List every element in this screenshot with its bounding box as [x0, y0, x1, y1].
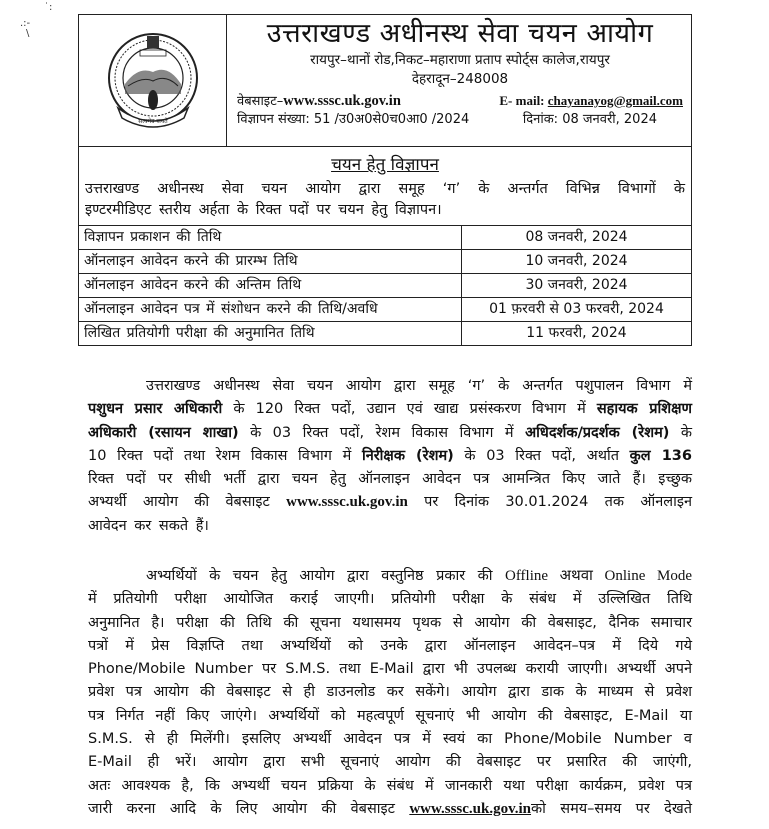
post-name: अधिकारी (रसायन शाखा) [88, 424, 239, 441]
paragraph-line: में प्रतियोगी परीक्षा आयोजित कराई जाएगी। प्रतियोगी परीक्षा के संबंध में उल्लिखित तिथि [88, 591, 692, 608]
schedule-value: 01 फ़रवरी से 03 फरवरी, 2024 [462, 298, 692, 322]
table-row [79, 274, 691, 298]
address-line-2: देहरादून–248008 [411, 71, 509, 87]
paragraph-line: अनुमानित है। परीक्षा की तिथि की सूचना यथासमय पृथक से आयोग की वेबसाइट, दैनिक समाचार [88, 614, 692, 631]
commission-emblem-icon [98, 26, 208, 136]
email-label: E- mail: [499, 93, 548, 108]
contact-row [237, 92, 683, 111]
ad-date-label: दिनांक: [522, 112, 563, 127]
schedule-label: ऑनलाइन आवेदन पत्र में संशोधन करने की तिथि/अवधि [79, 298, 462, 322]
paragraph-line: अतः आवश्यक है, कि अभ्यर्थी चयन प्रक्रिया के संबंध में जानकारी यथा परीक्षा कार्यक्रम, प्रवेश पत्र [88, 777, 692, 794]
paragraph-line: 10 रिक्त पदों तथा रेशम विकास विभाग में निरीक्षक (रेशम) के 03 रिक्त पदों, अर्थात कुल 136 [88, 447, 692, 464]
paragraph-line: उत्तराखण्ड अधीनस्थ सेवा चयन आयोग द्वारा समूह ‘ग’ के अन्तर्गत पशुपालन विभाग में [146, 378, 692, 394]
table-row [79, 298, 691, 322]
schedule-value: 11 फरवरी, 2024 [462, 322, 692, 346]
ad-number [237, 111, 469, 129]
notice-intro-line-2: इण्टरमीडिएट स्तरीय अर्हता के रिक्त पदों पर चयन हेतु विज्ञापन। [85, 202, 442, 218]
website-link[interactable]: www.sssc.uk.gov.in [283, 93, 401, 109]
website-link[interactable]: www.sssc.uk.gov.in [409, 800, 532, 817]
letterhead-header [79, 15, 691, 147]
post-name: अधिदर्शक/प्रदर्शक (रेशम) [525, 424, 670, 441]
svg-text:सत्यमेव जयते: सत्यमेव जयते [137, 117, 168, 125]
post-name: सहायक प्रशिक्षण [596, 401, 692, 418]
paragraph-line: रिक्त पदों पर सीधी भर्ती द्वारा चयन हेतु ऑनलाइन आवेदन पत्र आमन्त्रित किए जाते हैं। इच्छुक [88, 471, 692, 488]
website-contact [237, 92, 401, 111]
exam-info-paragraph [88, 565, 692, 821]
exam-mode: Offline अथवा Online Mode [505, 568, 692, 584]
ad-number-value: 51 /उ0अ0से0च0आ0 /2024 [313, 112, 470, 127]
post-name: पशुधन प्रसार अधिकारी [88, 401, 223, 418]
ad-number-label: विज्ञापन संख्या: [237, 112, 314, 127]
ad-date [523, 111, 657, 129]
post-name: निरीक्षक (रेशम) [361, 447, 454, 464]
reference-row [237, 111, 683, 129]
table-row [79, 322, 691, 346]
paragraph-line: E-Mail ही भरें। आयोग द्वारा सभी सूचनाएं आयोग की वेबसाइट पर प्रसारित की जाएंगी, [88, 754, 692, 771]
vacancy-paragraph [88, 375, 692, 538]
notice-intro [85, 179, 685, 221]
schedule-table [79, 226, 691, 346]
schedule-value: 08 जनवरी, 2024 [462, 226, 692, 250]
paragraph-line: S.M.S. से ही मिलेंगी। इसलिए अभ्यर्थी आवेदन पत्र में स्वयं का Phone/Mobile Number व [88, 731, 692, 748]
email-contact [499, 92, 683, 111]
paragraph-line: Phone/Mobile Number पर S.M.S. तथा E-Mail द्वारा भी उपलब्ध करायी जाएगी। अभ्यर्थी अपने [88, 661, 692, 678]
paragraph-line: पशुधन प्रसार अधिकारी के 120 रिक्त पदों, उद्यान एवं खाद्य प्रसंस्करण विभाग में सहायक प्रशिक्षण [88, 401, 692, 418]
schedule-label: ऑनलाइन आवेदन करने की अन्तिम तिथि [79, 274, 462, 298]
schedule-value: 30 जनवरी, 2024 [462, 274, 692, 298]
notice-block [79, 147, 691, 226]
schedule-label: विज्ञापन प्रकाशन की तिथि [79, 226, 462, 250]
total-posts: कुल 136 [629, 447, 692, 464]
paragraph-line: अभ्यर्थियों के चयन हेतु आयोग द्वारा वस्तुनिष्ठ प्रकार की Offline अथवा Online Mode [146, 568, 692, 584]
scan-artifact: ˙: .:‐ \ [20, 2, 53, 39]
email-link[interactable]: chayanayog@gmail.com [547, 93, 683, 108]
letterhead-info [227, 15, 691, 146]
table-row [79, 226, 691, 250]
schedule-label: लिखित प्रतियोगी परीक्षा की अनुमानित तिथि [79, 322, 462, 346]
document-letterhead-frame [78, 14, 692, 346]
paragraph-line: पत्रों में प्रेस विज्ञप्ति तथा अभ्यर्थियों को उनके द्वारा ऑनलाइन आवेदन–पत्र में दिये गये [88, 637, 692, 654]
notice-intro-line-1: उत्तराखण्ड अधीनस्थ सेवा चयन आयोग द्वारा समूह ‘ग’ के अन्तर्गत विभिन्न विभागों के [85, 181, 685, 197]
paragraph-line: जारी करना आदि के लिए आयोग की वेबसाइट www.sssc.uk.gov.inको समय–समय पर देखते [88, 800, 692, 817]
ad-date-value: 08 जनवरी, 2024 [562, 112, 657, 127]
schedule-value: 10 जनवरी, 2024 [462, 250, 692, 274]
schedule-label: ऑनलाइन आवेदन करने की प्रारम्भ तिथि [79, 250, 462, 274]
table-row [79, 250, 691, 274]
paragraph-line: आवेदन कर सकते हैं। [88, 517, 209, 534]
paragraph-line: अभ्यर्थी आयोग की वेबसाइट www.sssc.uk.gov.in पर दिनांक 30.01.2024 तक ऑनलाइन [88, 494, 693, 511]
organization-title: उत्तराखण्ड अधीनस्थ सेवा चयन आयोग [266, 18, 654, 49]
paragraph-line: अधिकारी (रसायन शाखा) के 03 रिक्त पदों, रेशम विकास विभाग में अधिदर्शक/प्रदर्शक (रेशम) के [88, 424, 693, 441]
paragraph-line: प्रवेश पत्र आयोग की वेबसाइट से ही डाउनलोड कर सकेंगे। आयोग द्वारा डाक के माध्यम से प्रवेश [88, 684, 692, 701]
notice-heading: चयन हेतु विज्ञापन [331, 155, 439, 175]
logo-cell [79, 15, 227, 146]
paragraph-line: पत्र निर्गत नहीं किए जाएंगे। अभ्यर्थियों को महत्वपूर्ण सूचनाएं भी आयोग की वेबसाइट, E-Mail या [88, 707, 692, 724]
address-line-1: रायपुर–थानों रोड,निकट–महाराणा प्रताप स्पोर्ट्स कालेज,रायपुर [310, 52, 610, 68]
website-label: वेबसाइट– [237, 94, 284, 109]
website-link[interactable]: www.sssc.uk.gov.in [286, 494, 408, 511]
